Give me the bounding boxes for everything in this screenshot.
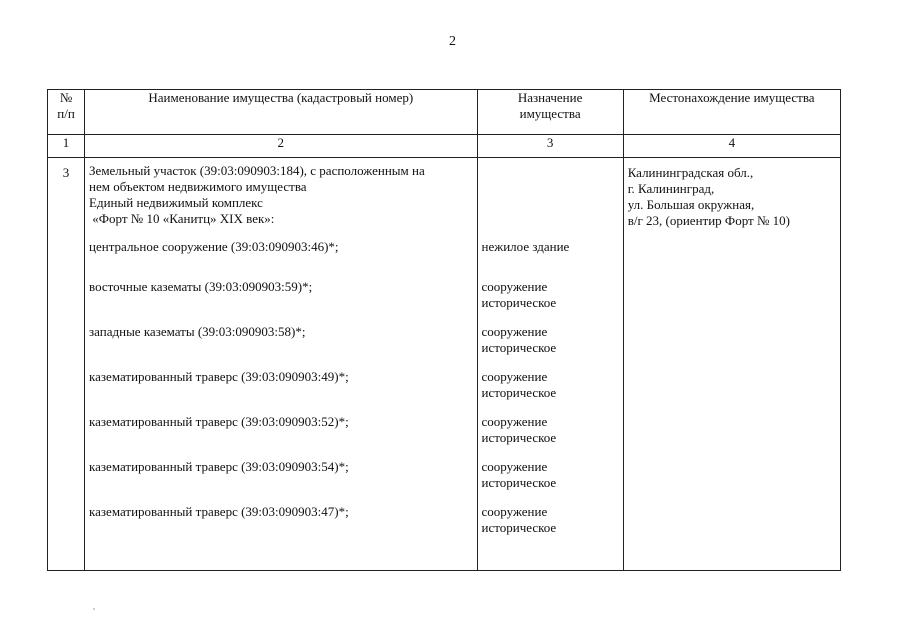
row-purpose-cell bbox=[477, 158, 623, 571]
column-index: 3 bbox=[477, 135, 623, 158]
item-purpose: нежилое здание bbox=[481, 239, 570, 254]
column-index: 1 bbox=[48, 135, 85, 158]
item-purpose: сооружение bbox=[481, 459, 548, 474]
table-row bbox=[48, 158, 841, 571]
row-location-cell bbox=[623, 158, 840, 571]
intro-line: нем объектом недвижимого имущества bbox=[89, 179, 307, 194]
location-line: г. Калининград, bbox=[627, 181, 715, 196]
item-name: центральное сооружение (39:03:090903:46)*; bbox=[89, 239, 339, 254]
item-purpose: сооружение bbox=[481, 369, 548, 384]
location-line: в/г 23, (ориентир Форт № 10) bbox=[627, 213, 790, 228]
scan-speck bbox=[93, 608, 95, 610]
item-purpose: историческое bbox=[481, 295, 557, 310]
location-line: Калининградская обл., bbox=[627, 165, 754, 180]
item-purpose: историческое bbox=[481, 520, 557, 535]
header-purpose bbox=[477, 90, 623, 135]
header-purpose-line1: Назначение bbox=[517, 90, 583, 105]
item-name: казематированный траверс (39:03:090903:54)*; bbox=[89, 459, 349, 474]
intro-line: Земельный участок (39:03:090903:184), с расположенным на bbox=[89, 163, 425, 178]
item-name: казематированный траверс (39:03:090903:52)*; bbox=[89, 414, 349, 429]
item-purpose: историческое bbox=[481, 385, 557, 400]
header-location-text: Местонахождение имущества bbox=[649, 90, 815, 105]
property-table bbox=[47, 89, 841, 571]
item-purpose: историческое bbox=[481, 475, 557, 490]
intro-line: Единый недвижимый комплекс bbox=[89, 195, 263, 210]
page-number: 2 bbox=[449, 34, 456, 49]
item-purpose: историческое bbox=[481, 340, 557, 355]
row-number: 3 bbox=[62, 165, 70, 180]
item-name: казематированный траверс (39:03:090903:47)*; bbox=[89, 504, 349, 519]
header-num-line1: № bbox=[59, 90, 73, 105]
item-purpose: сооружение bbox=[481, 324, 548, 339]
header-name-text: Наименование имущества (кадастровый номер) bbox=[148, 90, 414, 105]
item-purpose: сооружение bbox=[481, 504, 548, 519]
item-purpose: сооружение bbox=[481, 279, 548, 294]
column-index: 2 bbox=[85, 135, 477, 158]
item-purpose: историческое bbox=[481, 430, 557, 445]
header-num bbox=[48, 90, 85, 135]
header-num-line2: п/п bbox=[57, 106, 75, 121]
intro-line: «Форт № 10 «Канитц» XIX век»: bbox=[89, 211, 275, 226]
header-purpose-line2: имущества bbox=[519, 106, 581, 121]
table-header-row bbox=[48, 90, 841, 135]
item-purpose: сооружение bbox=[481, 414, 548, 429]
row-name-cell bbox=[85, 158, 477, 571]
column-index-row bbox=[48, 135, 841, 158]
location-text bbox=[628, 165, 836, 229]
header-location bbox=[623, 90, 840, 135]
header-name bbox=[85, 90, 477, 135]
column-index: 4 bbox=[623, 135, 840, 158]
item-name: западные казематы (39:03:090903:58)*; bbox=[89, 324, 306, 339]
item-name: восточные казематы (39:03:090903:59)*; bbox=[89, 279, 313, 294]
row-num-cell bbox=[48, 158, 85, 571]
location-line: ул. Большая окружная, bbox=[627, 197, 755, 212]
item-name: казематированный траверс (39:03:090903:49)*; bbox=[89, 369, 349, 384]
